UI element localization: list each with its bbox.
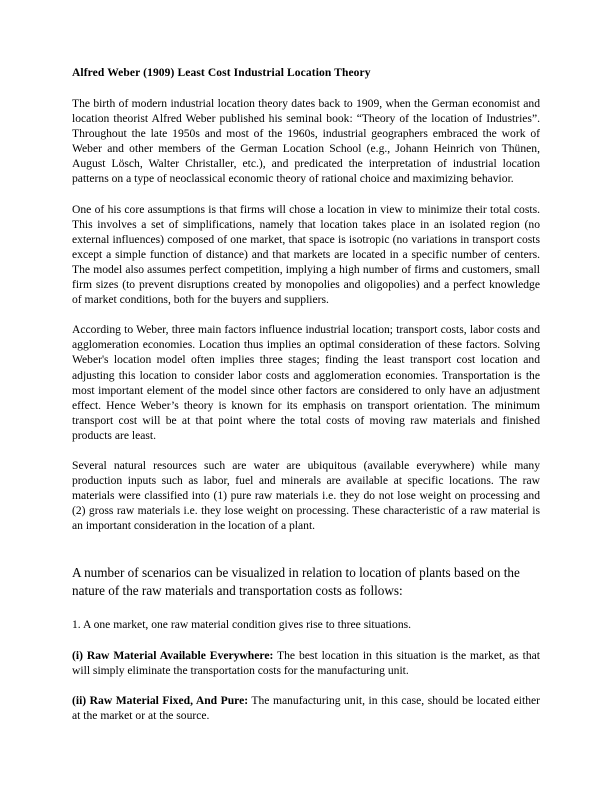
scenario-i-label: (i) Raw Material Available Everywhere: [72, 648, 274, 662]
scenario-item-i [72, 648, 540, 678]
scenario-ii-text: The manufacturing unit, in this case, should be located either at the market or at the source. [72, 693, 540, 722]
section-spacer [72, 548, 540, 564]
paragraph-scenarios-lead: A number of scenarios can be visualized in relation to location of plants based on the nature of the raw materials and transportation costs as follows: [72, 565, 520, 599]
paragraph-natural-resources: Several natural resources such are water are ubiquitous (available everywhere) while many production inputs such as labor, fuel and minerals are available at specific locations. The raw materials were classified into (1) pure raw materials i.e. they do not lose weight on processing and (2) gross raw materials i.e. they lose weight on processing. These characteristic of a raw material is an important consideration in the location of a plant. [72, 458, 540, 533]
numbered-item-1: 1. A one market, one raw material condition gives rise to three situations. [72, 617, 412, 631]
paragraph-core-assumptions: One of his core assumptions is that firms will chose a location in view to minimize their total costs. This involves a set of simplifications, namely that location takes place in an isolated region (no external influences) composed of one market, that space is isotropic (no variations in transport costs except a simple function of distance) and that markets are located in a specific number of centers. The model also assumes perfect competition, implying a high number of firms and customers, small firm sizes (to prevent disruptions created by monopolies and oligopolies) and a perfect knowledge of market conditions, both for the buyers and suppliers. [72, 202, 540, 307]
paragraph-introduction: The birth of modern industrial location theory dates back to 1909, when the German economist and location theorist Alfred Weber published his seminal book: “Theory of the location of Industries”. Throughout the late 1950s and most of the 1960s, industrial geographers embraced the work of Weber and other members of the German Location School (e.g., Johann Heinrich von Thünen, August Lösch, Walter Christaller, etc.), and predicated the interpretation of industrial location patterns on a type of neoclassical economic theory of rational choice and maximizing behavior. [72, 97, 540, 186]
scenario-item-ii [72, 693, 540, 723]
document-title: Alfred Weber (1909) Least Cost Industrial Location Theory [72, 67, 371, 79]
scenario-i-text: The best location in this situation is the market, as that will simply eliminate the transportation costs for the manufacturing unit. [72, 648, 540, 677]
document-body [72, 66, 540, 738]
scenario-ii-label: (ii) Raw Material Fixed, And Pure: [72, 693, 249, 707]
paragraph-three-main-factors: According to Weber, three main factors influence industrial location; transport costs, labor costs and agglomeration economies. Location thus implies an optimal consideration of these factors. Solving Weber's location model often implies three stages; finding the least transport cost location and adjusting this location to consider labor costs and agglomeration economies. Transportation is the most important element of the model since other factors are considered to only have an adjustment effect. Hence Weber’s theory is known for its emphasis on transport orientation. The minimum transport cost will be at that point where the total costs of moving raw materials and finished products are least. [72, 323, 540, 442]
